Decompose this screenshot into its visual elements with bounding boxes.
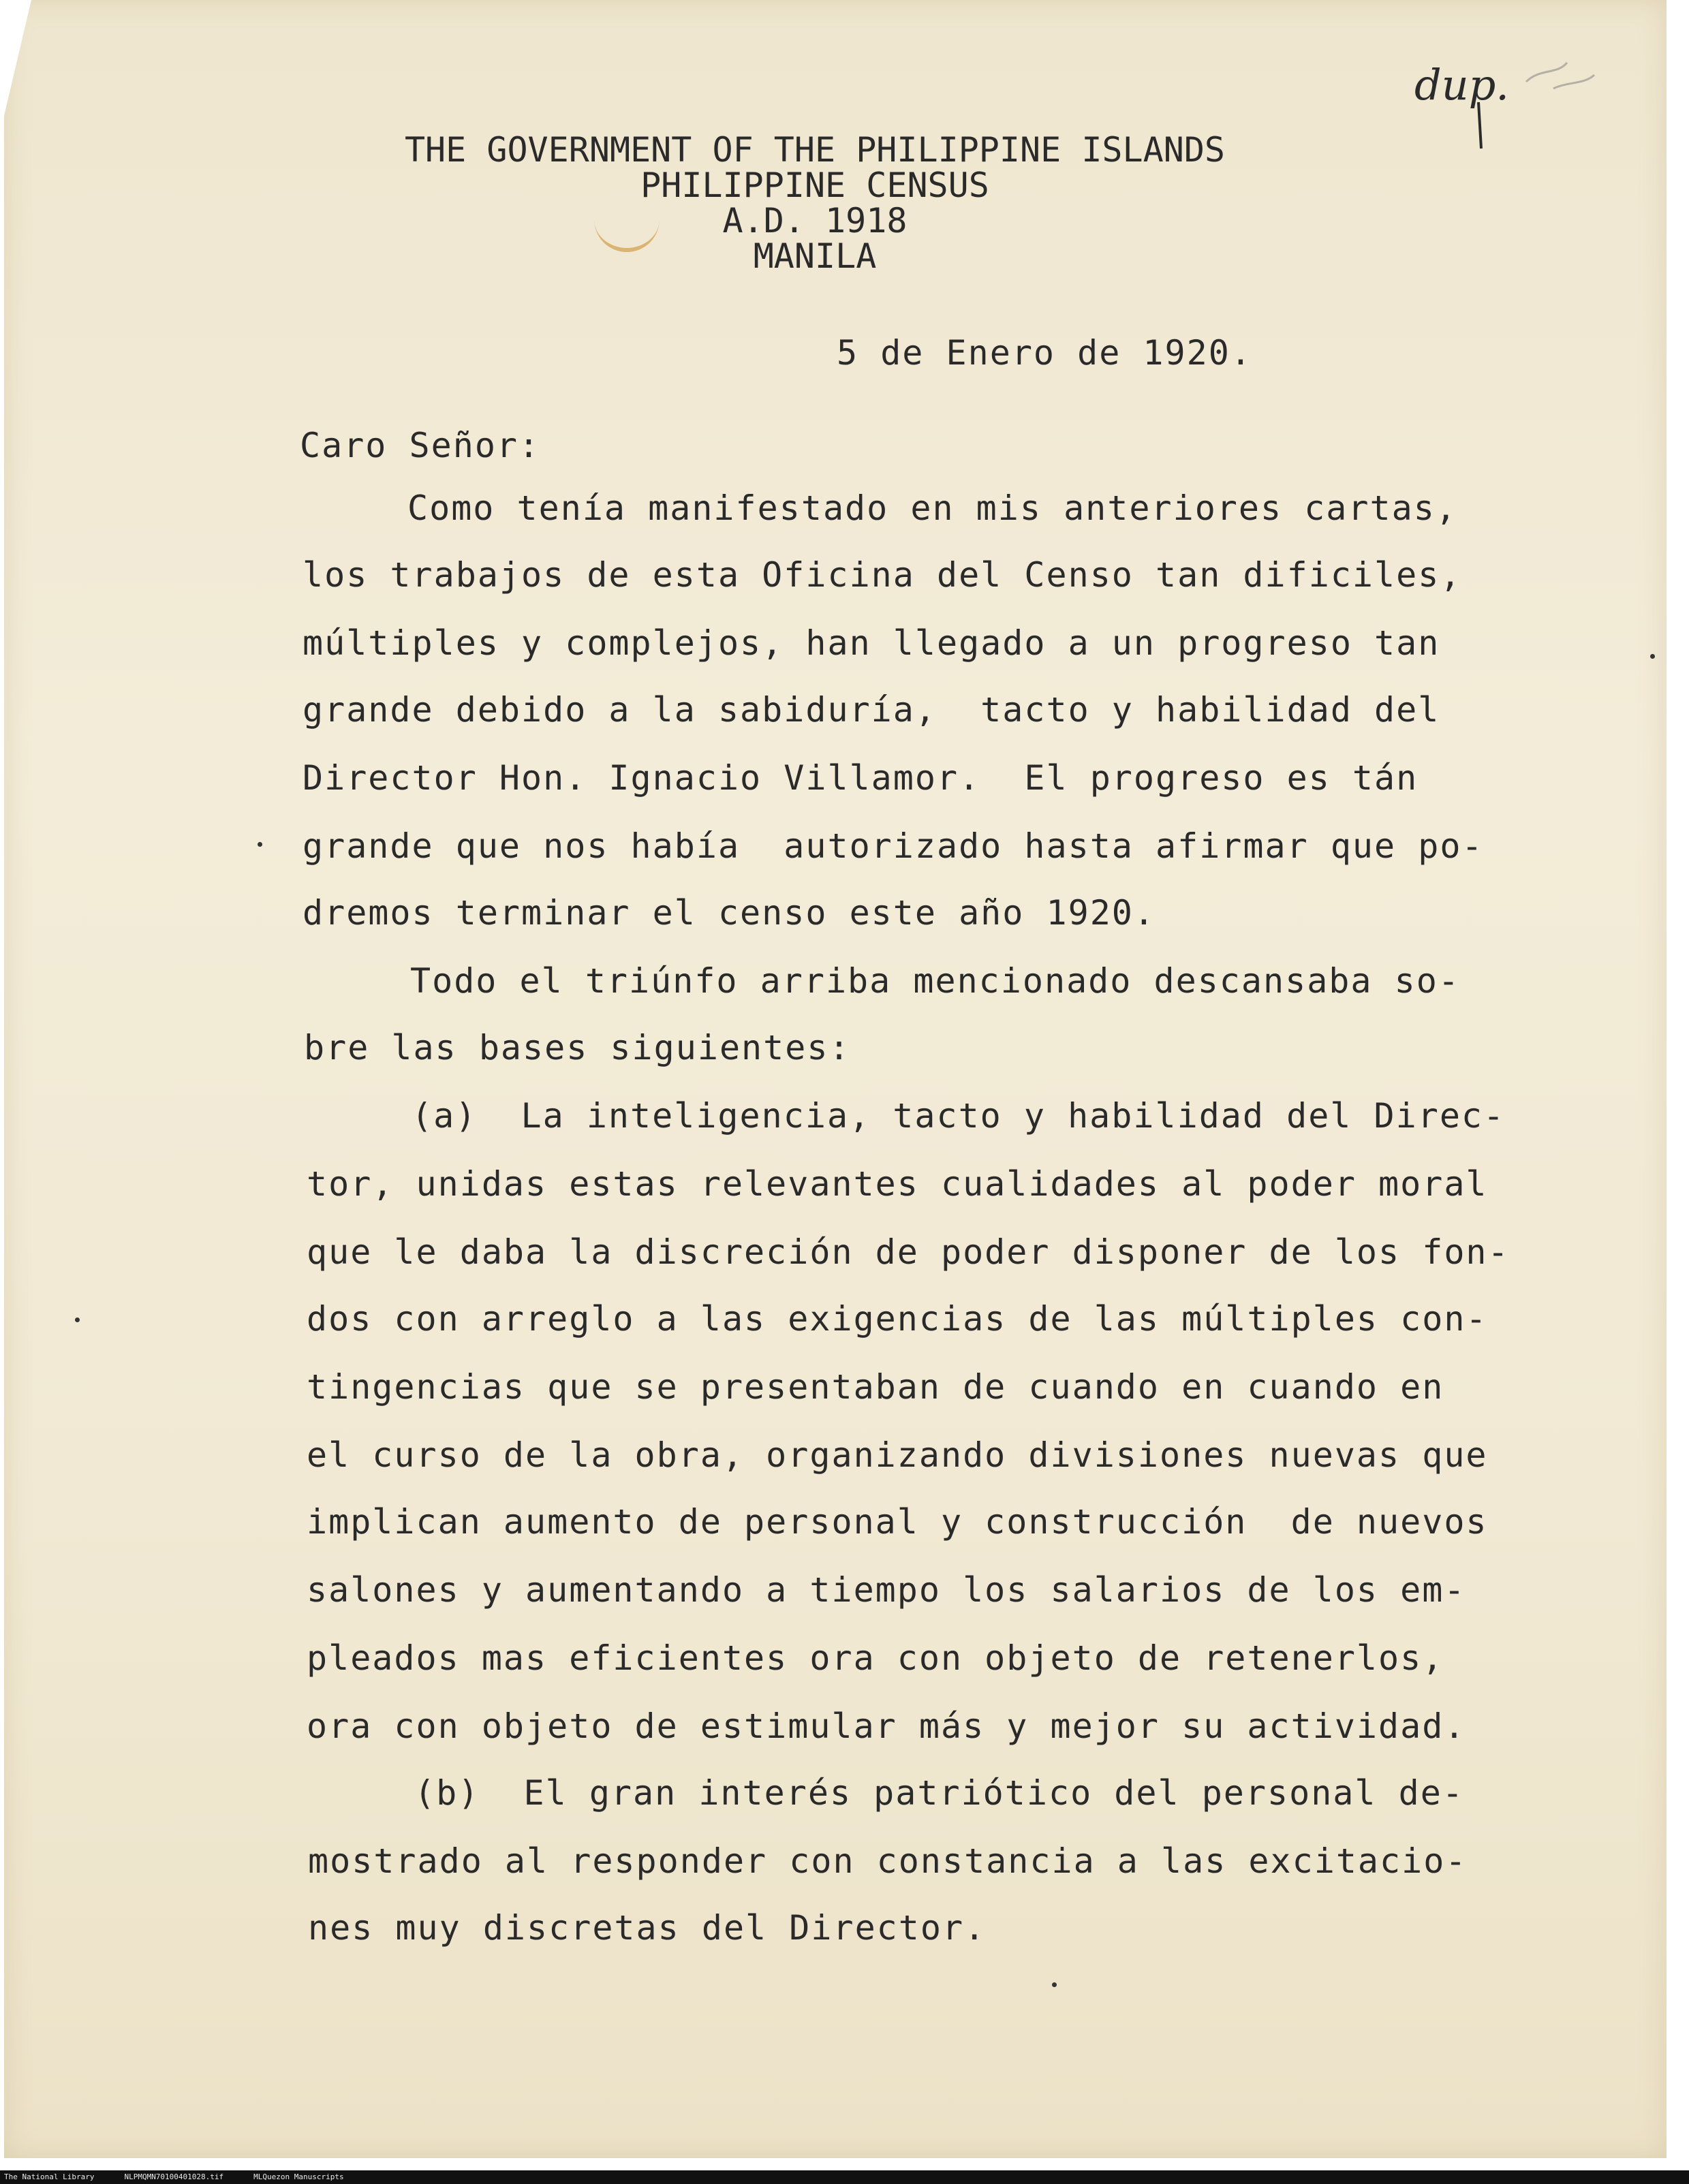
annotation-text: dup. xyxy=(1414,60,1510,110)
footer-collection: MLQuezon Manuscripts xyxy=(253,2172,344,2181)
body-line: los trabajos de esta Oficina del Censo tan dificiles, xyxy=(303,555,1462,595)
scan-footer xyxy=(0,2170,1689,2184)
body-line: tingencias que se presentaban de cuando en cuando en xyxy=(307,1367,1444,1407)
body-line: salones y aumentando a tiempo los salarios de los em- xyxy=(307,1570,1466,1610)
torn-corner xyxy=(4,0,31,116)
letterhead-line-2: PHILIPPINE CENSUS xyxy=(640,166,989,205)
letterhead-line-4: MANILA xyxy=(753,236,877,276)
body-line: mostrado al responder con constancia a las excitacio- xyxy=(308,1841,1468,1881)
body-line: grande debido a la sabiduría, tacto y habilidad del xyxy=(303,690,1440,730)
body-line: Todo el triúnfo arriba mencionado descansaba so- xyxy=(410,961,1460,1001)
body-line: pleados mas eficientes ora con objeto de retenerlos, xyxy=(307,1638,1444,1678)
footer-file: NLPMQMN70100401028.tif xyxy=(124,2172,224,2181)
letterhead-line-1: THE GOVERNMENT OF THE PHILIPPINE ISLANDS xyxy=(404,130,1226,170)
speck xyxy=(1650,654,1655,659)
speck xyxy=(258,842,262,847)
salutation: Caro Señor: xyxy=(300,426,541,465)
body-line: grande que nos había autorizado hasta afirmar que po- xyxy=(303,826,1484,866)
body-line: bre las bases siguientes: xyxy=(304,1028,851,1067)
body-line: ora con objeto de estimular más y mejor su actividad. xyxy=(307,1706,1466,1746)
body-line: el curso de la obra, organizando divisiones nuevas que xyxy=(307,1435,1488,1475)
body-line: (a) La inteligencia, tacto y habilidad del Direc- xyxy=(412,1096,1506,1136)
body-line: (b) El gran interés patriótico del personal de- xyxy=(414,1773,1464,1813)
paper-sheet xyxy=(4,0,1667,2158)
handwritten-annotation xyxy=(1410,54,1608,157)
body-line: Como tenía manifestado en mis anteriores cartas, xyxy=(407,488,1457,528)
footer-library: The National Library xyxy=(4,2172,95,2181)
speck xyxy=(1052,1982,1057,1987)
body-line: dremos terminar el censo este año 1920. xyxy=(303,893,1156,933)
body-line: nes muy discretas del Director. xyxy=(308,1908,987,1948)
body-line: Director Hon. Ignacio Villamor. El progreso es tán xyxy=(303,758,1419,798)
letterhead-line-3: A.D. 1918 xyxy=(722,201,908,240)
speck xyxy=(75,1317,80,1322)
body-line: tor, unidas estas relevantes cualidades al poder moral xyxy=(307,1164,1488,1204)
body-line: implican aumento de personal y construcción de nuevos xyxy=(307,1502,1488,1542)
body-line: que le daba la discreción de poder disponer de los fon- xyxy=(307,1232,1510,1272)
body-line: múltiples y complejos, han llegado a un progreso tan xyxy=(303,623,1440,663)
body-line: dos con arreglo a las exigencias de las múltiples con- xyxy=(307,1299,1488,1339)
letter-date: 5 de Enero de 1920. xyxy=(837,333,1252,373)
